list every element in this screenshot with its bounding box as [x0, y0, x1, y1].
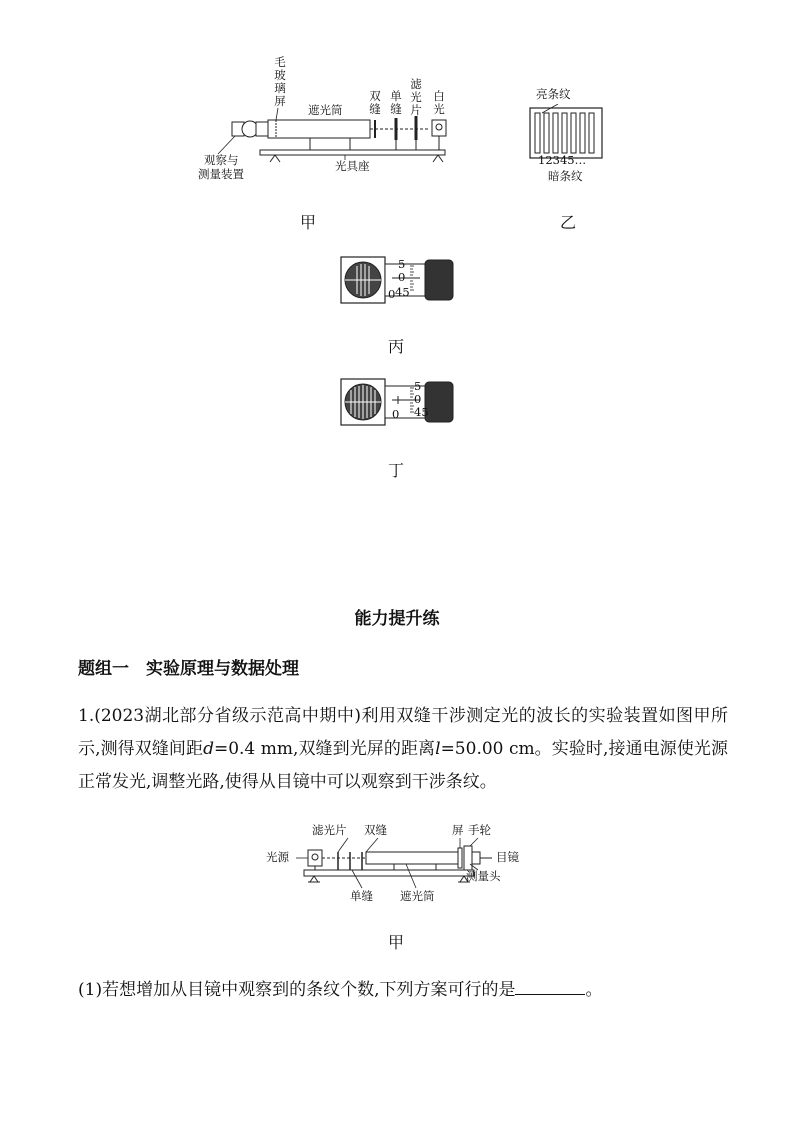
label2-eyepiece: 目镜 — [496, 850, 519, 864]
label2-handwheel: 手轮 — [468, 823, 491, 837]
micrometer-d-scale-0: 0 — [414, 392, 422, 406]
micrometer-c-scale-0: 0 — [398, 270, 406, 284]
sq1-end: 。 — [585, 980, 603, 1000]
label-dark-fringe: 暗条纹 — [548, 169, 583, 183]
label-tube: 遮光筒 — [308, 103, 343, 117]
q1-text-a: 1.(2023湖北部分省级示范高中期中)利用双缝干涉测定光的波长的实验装置如图甲所示,测得双缝间距 — [78, 706, 728, 759]
caption-fig-c: 丙 — [388, 337, 405, 356]
label-observe-line2: 测量装置 — [198, 167, 244, 181]
label2-single-slit: 单缝 — [350, 889, 373, 903]
caption-fig-d: 丁 — [388, 461, 405, 480]
label2-screen: 屏 — [452, 823, 464, 837]
q1-text-c: =50.00 cm。实验时,接通电源使光源正常发光,调整光路,使得从目镜中可以观察到干涉条纹。 — [78, 739, 728, 792]
label-filter: 滤光片 — [410, 77, 422, 117]
label-white-light: 白光 — [433, 89, 445, 116]
micrometer-d-zero: 0 — [392, 407, 400, 421]
figure-fringes — [528, 86, 618, 186]
micrometer-c-scale-5: 5 — [398, 257, 406, 271]
figure-micrometer-c — [340, 256, 456, 304]
micrometer-d-scale-5: 5 — [414, 379, 422, 393]
group-title: 题组一 实验原理与数据处理 — [78, 659, 299, 679]
micrometer-d-scale-45: 45 — [414, 405, 429, 419]
subquestion-1 — [78, 974, 728, 1007]
label-bright-fringe: 亮条纹 — [536, 87, 571, 101]
sq1-text: (1)若想增加从目镜中观察到的条纹个数,下列方案可行的是 — [78, 980, 516, 1000]
label-double-slit: 双缝 — [369, 89, 381, 116]
q1-text-b: =0.4 mm,双缝到光屏的距离 — [213, 739, 436, 759]
label-observe-line1: 观察与 — [204, 153, 239, 167]
label-frosted-screen: 毛玻璃屏 — [274, 55, 286, 108]
label2-filter: 滤光片 — [312, 823, 347, 837]
q1-var-l: l — [435, 739, 441, 759]
figure-apparatus-bottom — [266, 818, 536, 908]
caption-fig-b: 乙 — [560, 213, 577, 232]
micrometer-c-scale-45: 45 — [395, 285, 410, 299]
question-1-text — [78, 700, 728, 799]
caption-fig-a2: 甲 — [388, 933, 405, 952]
section-title: 能力提升练 — [354, 609, 440, 629]
label2-tube: 遮光筒 — [400, 889, 435, 903]
q1-var-d: d — [203, 739, 214, 759]
label2-light-source: 光源 — [266, 850, 289, 864]
figure-apparatus-top — [190, 50, 470, 190]
label-single-slit: 单缝 — [390, 89, 402, 116]
label2-measuring-head: 测量头 — [466, 869, 501, 883]
answer-blank[interactable] — [515, 978, 585, 995]
label2-double-slit: 双缝 — [364, 823, 387, 837]
micrometer-c-zero: 0 — [388, 287, 396, 301]
figure-micrometer-d — [340, 378, 456, 426]
label-fringe-numbers: 12345… — [538, 153, 587, 167]
label-bench: 光具座 — [335, 159, 370, 173]
caption-fig-a: 甲 — [300, 213, 317, 232]
